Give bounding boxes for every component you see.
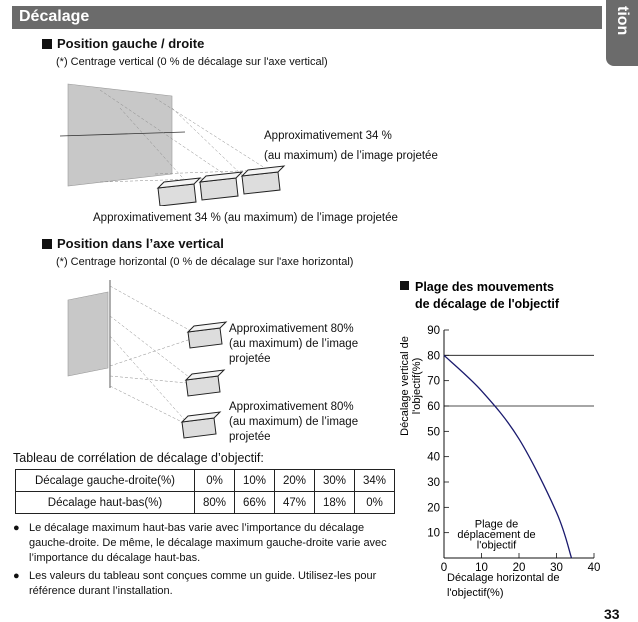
row-header: Décalage haut-bas(%) (16, 492, 195, 514)
x-tick-label: 10 (475, 562, 488, 574)
table-cell: 20% (275, 470, 315, 492)
x-tick-label: 30 (550, 562, 563, 574)
section-v-heading: Position dans l’axe vertical (42, 236, 224, 251)
y-tick-label: 50 (427, 426, 440, 439)
projector-icon (188, 322, 226, 348)
row-header: Décalage gauche-droite(%) (16, 470, 195, 492)
table-row (16, 492, 395, 514)
y-tick-label: 10 (427, 527, 440, 540)
x-tick-label: 20 (512, 562, 526, 574)
table-row (16, 470, 395, 492)
projector-icon (200, 172, 242, 200)
table-cell: 0% (195, 470, 235, 492)
y-tick-label: 90 (427, 325, 440, 337)
lr-label-bottom: Approximativement 34 % (au maximum) de l’image projetée (93, 212, 398, 224)
chart-title: de décalage de l'objectif (415, 297, 559, 311)
area-label: l'objectif (476, 539, 517, 552)
bullet-note: ● Le décalage maximum haut-bas varie avec l’importance du décalage gauche-droite. De même, le décalage maximum gauche-droite varie avec l’importance du décalage haut-bas. (13, 521, 398, 566)
table-cell: 18% (315, 492, 355, 514)
v-label-top: Approximativement 80% (au maximum) de l’image projetée (229, 323, 359, 365)
projector-icon (242, 166, 284, 194)
bullet-notes (13, 521, 398, 602)
x-tick-label: 0 (440, 562, 448, 574)
table-cell: 30% (315, 470, 355, 492)
y-tick-label: 40 (427, 451, 440, 464)
v-label-bottom: Approximativement 80% (au maximum) de l’image projetée (229, 401, 359, 443)
x-axis-label: l'objectif(%) (447, 587, 504, 599)
y-tick-label: 80 (427, 350, 440, 363)
y-axis-label: l'objectif(%) (411, 357, 423, 415)
table-title: Tableau de corrélation de décalage d’objectif: (13, 451, 264, 465)
section-v-note: (*) Centrage horizontal (0 % de décalage sur l'axe horizontal) (56, 256, 354, 268)
table-cell: 34% (355, 470, 395, 492)
projector-icon (182, 412, 220, 438)
table-cell: 80% (195, 492, 235, 514)
vertical-shift-illustration (60, 276, 230, 444)
y-axis-label: Décalage vertical de (399, 336, 411, 436)
table-cell: 0% (355, 492, 395, 514)
chart-title: Plage des mouvements (415, 280, 554, 294)
x-axis-label: Décalage horizontal de (447, 572, 560, 584)
lr-label-right-line2: (au maximum) de l’image projetée (264, 150, 438, 162)
section-lr-note: (*) Centrage vertical (0 % de décalage sur l'axe vertical) (56, 56, 328, 68)
square-bullet-icon (42, 39, 52, 49)
projector-icon (158, 178, 200, 206)
y-tick-label: 70 (427, 375, 440, 388)
lr-label-right-line1: Approximativement 34 % (264, 130, 392, 142)
lens-shift-chart (396, 276, 606, 606)
square-bullet-icon (400, 281, 409, 290)
area-label: Plage de (474, 518, 519, 531)
table-cell: 66% (235, 492, 275, 514)
x-tick-label: 40 (587, 562, 601, 574)
table-cell: 47% (275, 492, 315, 514)
area-label: déplacement de (457, 529, 536, 542)
page-number: 33 (604, 606, 620, 622)
projector-icon (186, 370, 224, 396)
square-bullet-icon (42, 239, 52, 249)
correlation-table (15, 469, 395, 514)
page-title: Décalage (19, 8, 90, 25)
table-cell: 10% (235, 470, 275, 492)
y-tick-label: 30 (427, 477, 440, 489)
y-tick-label: 20 (427, 502, 440, 515)
page-title-bar (12, 6, 602, 29)
side-tab (606, 0, 638, 66)
y-tick-label: 60 (427, 401, 440, 413)
side-tab-label: tion (614, 6, 631, 36)
section-lr-heading: Position gauche / droite (42, 36, 204, 51)
bullet-note: ● Les valeurs du tableau sont conçues comme un guide. Utilisez-les pour référence durant l’installation. (13, 569, 398, 599)
